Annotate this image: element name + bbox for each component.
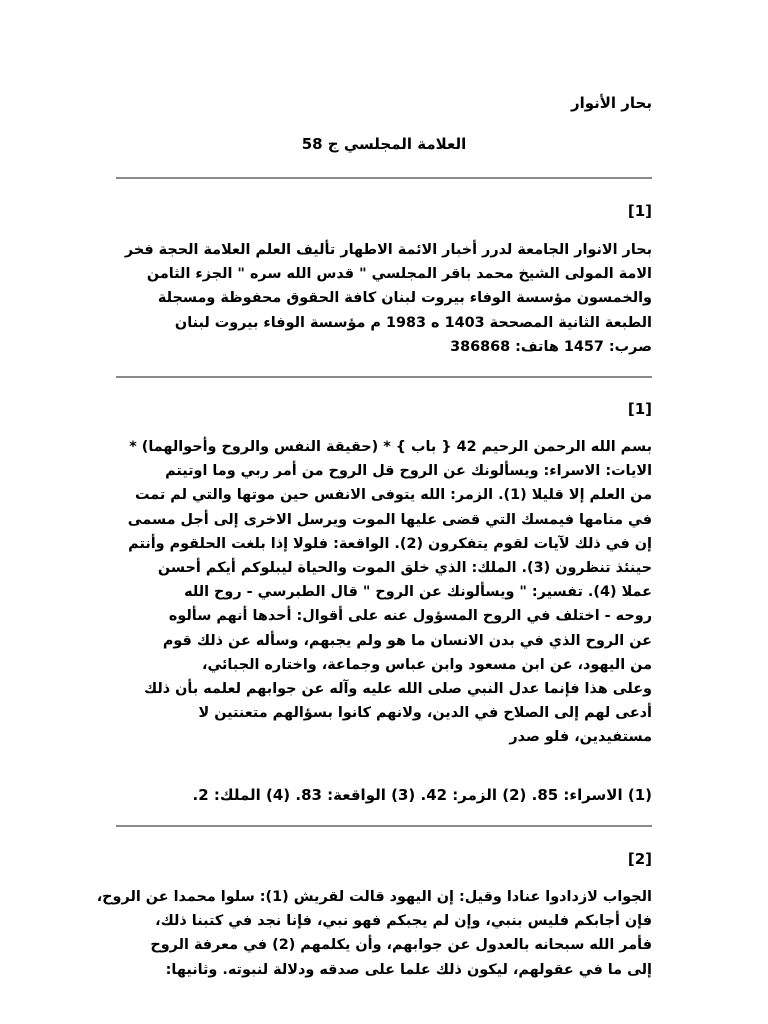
footnote: (1) الاسراء: 85. (2) الزمر: 42. (3) الواقعة: 83. (4) الملك: 2. <box>192 786 652 804</box>
book-title: بحار الأنوار <box>570 94 652 112</box>
page-marker: [2] <box>627 850 652 868</box>
text-line: وعلى هذا فإنما عدل النبي صلى الله عليه وآله عن جوابهم لعلمه بأن ذلك <box>143 681 652 698</box>
text-line: عملا (4). تفسير: " ويسألونك عن الروح " قال الطبرسي - روح الله <box>184 584 652 601</box>
text-line: بسم الله الرحمن الرحيم 42 { باب } * (حقيقة النفس والروح وأحوالهما) * <box>129 439 652 455</box>
text-line: فإن أجابكم فليس بنبي، وإن لم يجبكم فهو نبي، فإنا نجد في كتبنا ذلك، <box>155 913 652 930</box>
chapter-paragraph <box>112 435 652 750</box>
divider <box>116 177 652 179</box>
text-line: في منامها فيمسك التي قضى عليها الموت ويرسل الاخرى إلى أجل مسمى <box>127 511 652 528</box>
text-line: الايات: الاسراء: ويسألونك عن الروح قل الروح من أمر ربي وما اوتيتم <box>165 463 652 480</box>
text-line: الامة المولى الشيخ محمد باقر المجلسي " قدس الله سره " الجزء الثامن <box>146 266 652 283</box>
text-line: صرب: 1457 هاتف: 386868 <box>450 338 652 355</box>
page-marker: [1] <box>627 400 652 418</box>
text-line: الطبعة الثانية المصححة 1403 ه 1983 م مؤسسة الوفاء بيروت لبنان <box>174 314 652 331</box>
divider <box>116 825 652 827</box>
text-line: عن الروح الذي في بدن الانسان ما هو ولم يجبهم، وسأله عن ذلك قوم <box>162 632 652 649</box>
text-line: إلى ما في عقولهم، ليكون ذلك علما على صدقه ودلالة لنبوته. وثانيها: <box>165 961 652 978</box>
continuation-paragraph <box>96 885 652 982</box>
text-line: فأمر الله سبحانه بالعدول عن جوابهم، وأن يكلمهم (2) في معرفة الروح <box>150 937 652 954</box>
text-line: أدعى لهم إلى الصلاح في الدين، ولانهم كانوا بسؤالهم متعنتين لا <box>198 705 652 722</box>
text-line: بحار الانوار الجامعة لدرر أخبار الائمة الاطهار تأليف العلم العلامة الحجة فخر <box>124 242 652 258</box>
author-volume-title: العلامة المجلسي ج 58 <box>301 135 467 153</box>
publication-info-paragraph <box>112 238 652 359</box>
text-line: مستفيدين، فلو صدر <box>509 729 652 746</box>
text-line: روحه - اختلف في الروح المسؤول عنه على أقوال: أحدها أنهم سألوه <box>168 608 652 625</box>
text-line: إن في ذلك لآيات لقوم يتفكرون (2). الواقعة: فلولا إذا بلغت الحلقوم وأنتم <box>128 535 652 552</box>
text-line: من العلم إلا قليلا (1). الزمر: الله يتوفى الانفس حين موتها والتي لم تمت <box>135 487 652 504</box>
text-line: حينئذ تنظرون (3). الملك: الذي خلق الموت والحياة ليبلوكم أيكم أحسن <box>157 560 652 577</box>
text-line: من اليهود، عن ابن مسعود وابن عباس وجماعة، واختاره الجبائي، <box>202 656 652 673</box>
text-line: الجواب لازدادوا عنادا وقيل: إن اليهود قالت لقريش (1): سلوا محمدا عن الروح، <box>96 889 652 905</box>
text-line: والخمسون مؤسسة الوفاء بيروت لبنان كافة الحقوق محفوظة ومسجلة <box>157 290 652 307</box>
divider <box>116 376 652 378</box>
page-marker: [1] <box>627 202 652 220</box>
